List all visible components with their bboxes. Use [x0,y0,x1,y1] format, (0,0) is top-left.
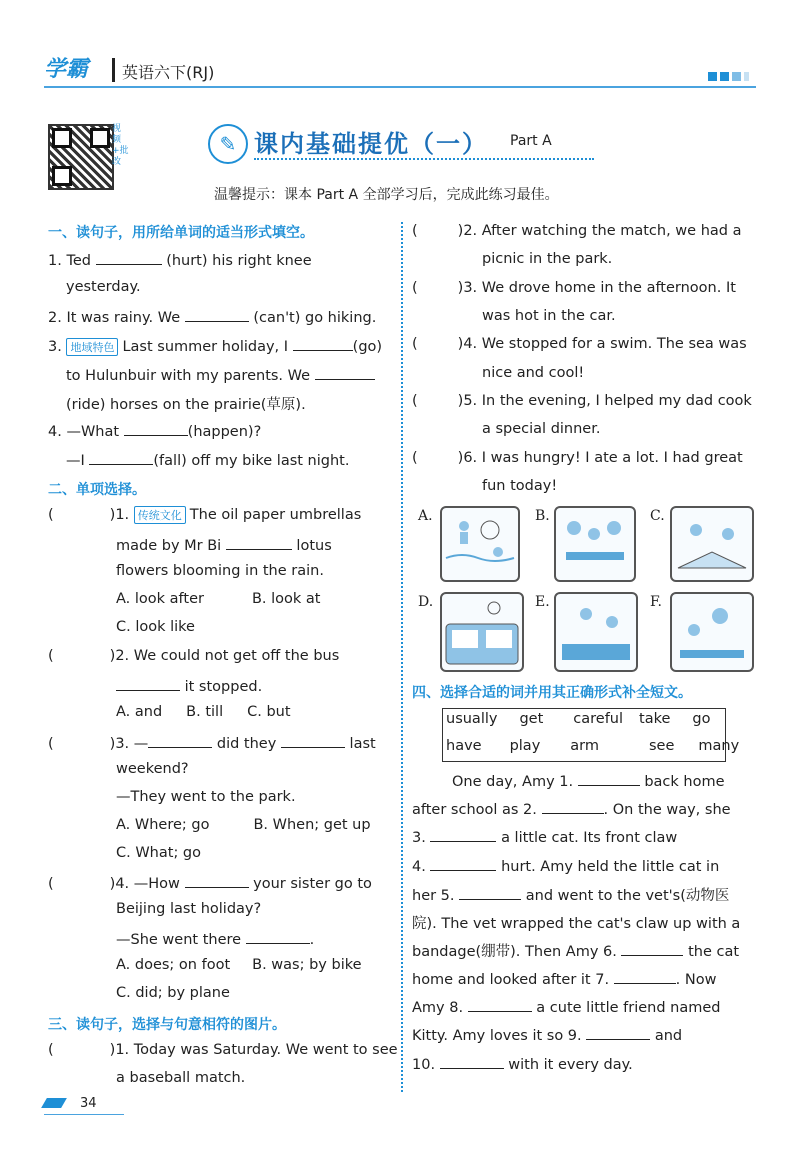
s1-q3: 3. 地域特色 Last summer holiday, I (go) [48,336,382,356]
s2-q3-options [116,817,371,833]
option-b[interactable]: B. till [186,704,224,720]
s3-q6-cont: fun today! [482,478,558,494]
passage-line5: her 5. and went to the vet's(动物医 [412,884,729,905]
brand-logo: 学霸 [44,57,89,82]
s3-q5-cont: a special dinner. [482,421,601,437]
passage-line8: home and looked after it 7. . Now [412,969,716,988]
option-a[interactable]: A. Where; go [116,817,210,833]
passage-line2: after school as 2. . On the way, she [412,799,731,818]
s3-q3-cont: was hot in the car. [482,308,616,324]
answer-blank[interactable] [586,1025,650,1040]
pic-label-f: F. [650,594,662,610]
option-b[interactable]: B. When; get up [253,817,371,833]
s2-q3-cont2: —They went to the park. [116,789,296,805]
column-divider [401,222,403,1092]
answer-blank[interactable] [246,929,310,944]
s3-q2: ( )2. After watching the match, we had a [412,223,742,239]
tip-text: 温馨提示：课本 Part A 全部学习后，完成此练习最佳。 [214,187,559,203]
s3-q4: ( )4. We stopped for a swim. The sea was [412,336,747,352]
answer-blank[interactable] [459,885,521,900]
qr-code[interactable] [48,124,114,190]
culture-tag: 传统文化 [134,506,186,524]
picture-baseball[interactable] [554,592,638,672]
s2-q4-cont: Beijing last holiday? [116,901,262,917]
option-c[interactable]: C. What; go [116,845,202,861]
option-c[interactable]: C. look like [116,619,195,635]
page-title: 课内基础提优（一） [254,130,488,158]
section4-heading: 四、选择合适的词并用其正确形式补全短文。 [412,685,692,701]
section1-heading: 一、读句子，用所给单词的适当形式填空。 [48,225,314,241]
answer-blank[interactable] [440,1054,504,1069]
option-a[interactable]: A. does; on foot [116,957,231,973]
page-number: 34 [80,1096,97,1111]
picture-cooking[interactable] [670,592,754,672]
s2-q1-cont: made by Mr Bi lotus [116,535,332,554]
answer-blank[interactable] [116,676,180,691]
s2-q4-options [116,957,362,973]
answer-blank[interactable] [293,336,353,351]
s2-q4: ( )4. —How your sister go to [48,873,372,892]
section3-heading: 三、读句子，选择与句意相符的图片。 [48,1017,286,1033]
passage-line9: Amy 8. a cute little friend named [412,997,721,1016]
header-rule [44,86,756,88]
option-c[interactable]: C. but [247,704,291,720]
s3-q3: ( )3. We drove home in the afternoon. It [412,280,736,296]
s1-q3-cont2: (ride) horses on the prairie(草原). [66,397,306,413]
passage-line6: 院). The vet wrapped the cat's claw up with a [412,916,741,932]
pic-label-b: B. [535,508,550,524]
option-a[interactable]: A. and [116,704,163,720]
passage-line1: One day, Amy 1. back home [452,771,725,790]
pic-label-e: E. [535,594,550,610]
answer-blank[interactable] [430,856,496,871]
footer-rule [44,1114,124,1115]
region-tag: 地域特色 [66,338,118,356]
answer-blank[interactable] [148,733,212,748]
answer-blank[interactable] [124,421,188,436]
s3-q1: ( )1. Today was Saturday. We went to see [48,1042,398,1058]
s2-q1: ( )1. 传统文化 The oil paper umbrellas [48,507,362,523]
answer-blank[interactable] [281,733,345,748]
option-b[interactable]: B. was; by bike [252,957,362,973]
answer-blank[interactable] [578,771,640,786]
word-bank-row1: usually get careful take go [446,711,711,727]
picture-swimming[interactable] [440,506,520,582]
s2-q1-cont2: flowers blooming in the rain. [116,563,324,579]
word-bank-row2: have play arm see many [446,738,740,754]
answer-blank[interactable] [315,365,375,380]
s2-q2-cont: it stopped. [116,676,262,695]
part-label: Part A [510,133,552,149]
passage-line4: 4. hurt. Amy held the little cat in [412,856,719,875]
s1-q4: 4. —What (happen)? [48,421,261,440]
s1-q1-cont: yesterday. [66,279,141,295]
s3-q6: ( )6. I was hungry! I ate a lot. I had great [412,450,743,466]
section2-heading: 二、单项选择。 [48,482,146,498]
answer-blank[interactable] [185,873,249,888]
pencil-icon [41,1098,67,1108]
picture-car[interactable] [440,592,524,672]
s1-q4-cont: —I (fall) off my bike last night. [66,450,349,469]
s2-q1-options [116,591,320,607]
s3-q4-cont: nice and cool! [482,365,585,381]
s1-q1: 1. Ted (hurt) his right knee [48,250,312,269]
notebook-icon: ✎ [208,124,248,164]
s1-q2: 2. It was rainy. We (can't) go hiking. [48,307,376,326]
answer-blank[interactable] [542,799,604,814]
answer-blank[interactable] [226,535,292,550]
title-underline [254,158,594,160]
qr-caption: 视频+批改 [112,124,129,167]
book-title: 英语六下(RJ) [122,63,215,82]
passage-line11: 10. with it every day. [412,1054,633,1073]
s2-q3: ( )3. — did they last [48,733,376,752]
option-a[interactable]: A. look after [116,591,204,607]
s3-q5: ( )5. In the evening, I helped my dad cook [412,393,752,409]
s3-q1-cont: a baseball match. [116,1070,246,1086]
answer-blank[interactable] [89,450,153,465]
passage-line3: 3. a little cat. Its front claw [412,827,677,846]
picture-picnic[interactable] [670,506,754,582]
answer-blank[interactable] [185,307,249,322]
passage-line10: Kitty. Amy loves it so 9. and [412,1025,682,1044]
header-divider [112,58,115,82]
s2-q3-cont: weekend? [116,761,189,777]
option-c[interactable]: C. did; by plane [116,985,230,1001]
s2-q2: ( )2. We could not get off the bus [48,648,340,664]
answer-blank[interactable] [614,969,676,984]
pic-label-a: A. [418,508,433,524]
pic-label-c: C. [650,508,665,524]
pic-label-d: D. [418,594,434,610]
s2-q2-options [116,704,291,720]
option-b[interactable]: B. look at [251,591,321,607]
answer-blank[interactable] [468,997,532,1012]
picture-dinner[interactable] [554,506,636,582]
answer-blank[interactable] [621,941,683,956]
s3-q2-cont: picnic in the park. [482,251,613,267]
s1-q3-cont: to Hulunbuir with my parents. We [66,365,375,384]
answer-blank[interactable] [430,827,496,842]
header-decoration [708,66,752,85]
passage-line7: bandage(绷带). Then Amy 6. the cat [412,940,739,961]
s2-q4-cont2: —She went there . [116,929,314,948]
answer-blank[interactable] [96,250,162,265]
